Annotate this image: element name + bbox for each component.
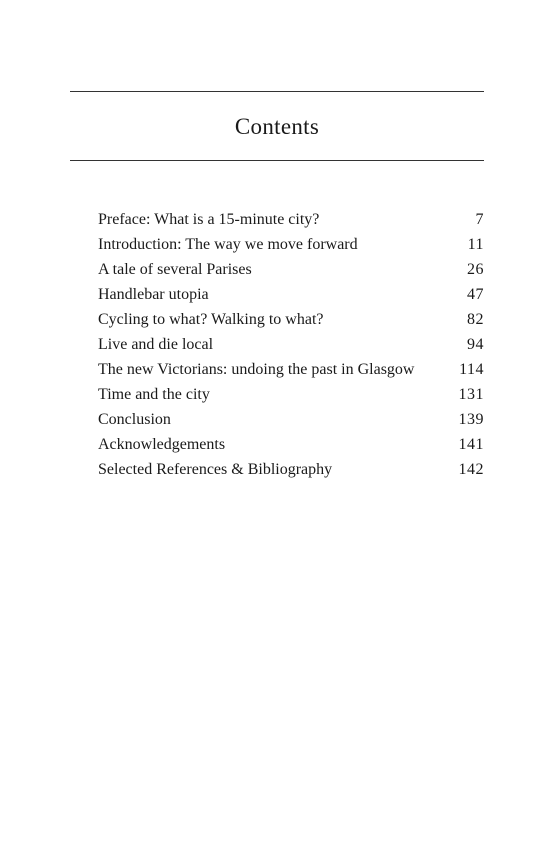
toc-entry <box>98 232 484 257</box>
toc-entry-page: 141 <box>458 436 484 453</box>
toc-entry <box>98 307 484 332</box>
toc-entry <box>98 457 484 482</box>
toc-entry-title: Introduction: The way we move forward <box>98 236 358 253</box>
toc-entry-title: The new Victorians: undoing the past in Glasgow <box>98 361 415 378</box>
toc-entry <box>98 357 484 382</box>
toc-entry-title: Preface: What is a 15-minute city? <box>98 211 320 228</box>
toc-entry-title: Cycling to what? Walking to what? <box>98 311 324 328</box>
toc-entry-title: Time and the city <box>98 386 210 403</box>
toc-entry-page: 7 <box>475 211 484 228</box>
toc-entry <box>98 207 484 232</box>
toc-entry <box>98 432 484 457</box>
toc-entry-page: 94 <box>467 336 484 353</box>
toc-entry-page: 114 <box>459 361 484 378</box>
heading-rule-top <box>70 91 484 92</box>
toc-entry-title: Conclusion <box>98 411 171 428</box>
toc-entry <box>98 407 484 432</box>
toc-entry-title: A tale of several Parises <box>98 261 252 278</box>
toc-entry <box>98 382 484 407</box>
toc-entry-title: Live and die local <box>98 336 214 353</box>
toc-entry-page: 11 <box>467 236 484 253</box>
toc-entry <box>98 332 484 357</box>
toc-entry-title: Acknowledgements <box>98 436 226 453</box>
page-title: Contents <box>234 114 320 139</box>
toc-entry <box>98 257 484 282</box>
toc-entry-page: 142 <box>458 461 484 478</box>
heading-rule-bottom <box>70 160 484 161</box>
toc-entry-title: Handlebar utopia <box>98 286 209 303</box>
toc-entry-page: 139 <box>458 411 484 428</box>
table-of-contents <box>98 207 484 482</box>
toc-entry-title: Selected References & Bibliography <box>98 461 333 478</box>
toc-entry-page: 82 <box>467 311 484 328</box>
toc-entry <box>98 282 484 307</box>
toc-entry-page: 47 <box>467 286 484 303</box>
toc-entry-page: 131 <box>458 386 484 403</box>
toc-entry-page: 26 <box>467 261 484 278</box>
